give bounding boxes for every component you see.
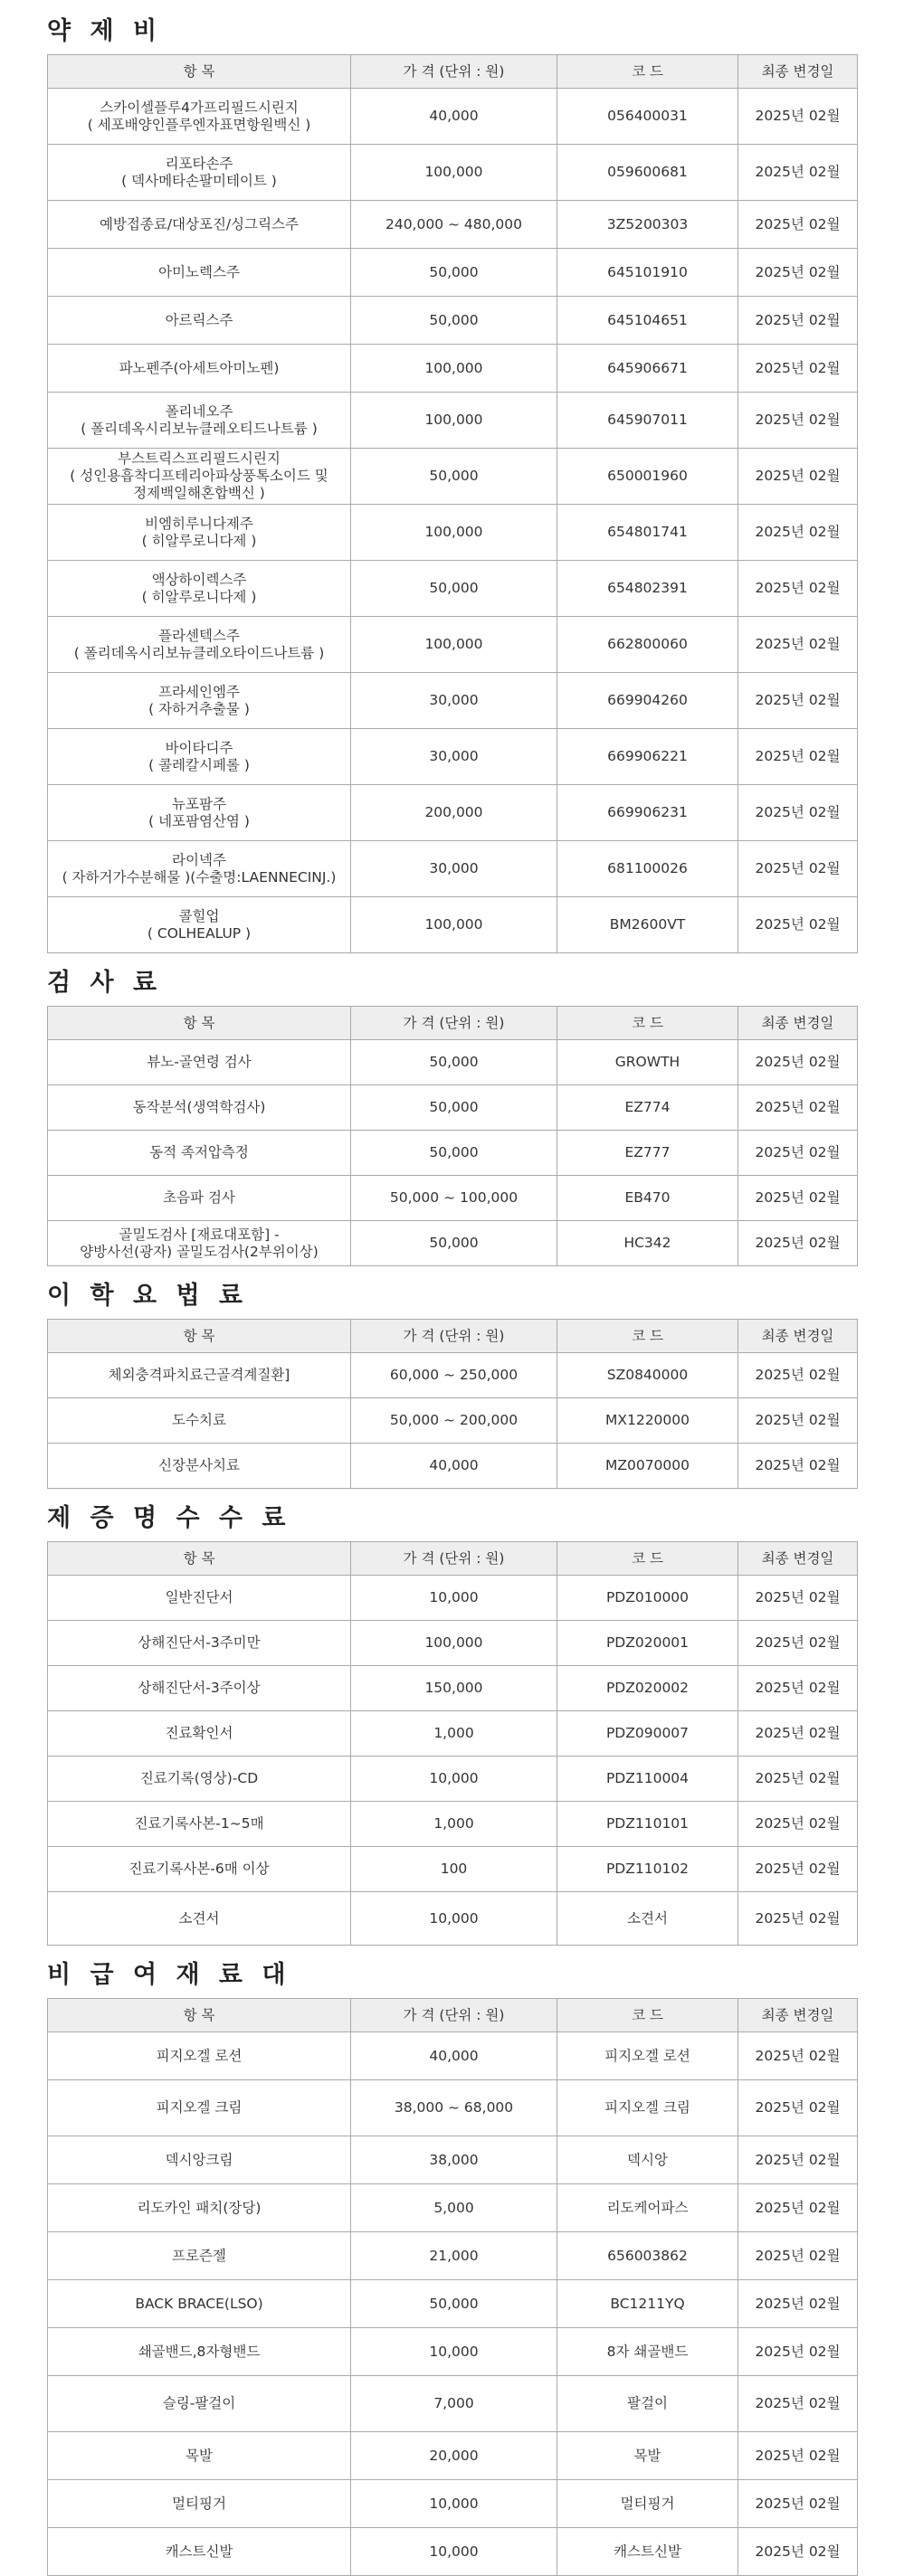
code-cell: 650001960 — [557, 449, 738, 505]
section-title: 이 학 요 법 료 — [47, 1282, 249, 1310]
code-cell: 팔걸이 — [557, 2376, 738, 2432]
table-row — [48, 2328, 858, 2376]
table-row — [48, 2184, 858, 2232]
table-row — [48, 897, 858, 953]
code-cell: 리도케어파스 — [557, 2184, 738, 2232]
price-cell: 40,000 — [351, 1444, 557, 1489]
price-cell: 150,000 — [351, 1666, 557, 1711]
table-row — [48, 673, 858, 729]
item-name-cell: 리도카인 패치(장당) — [48, 2184, 351, 2232]
price-cell: 30,000 — [351, 673, 557, 729]
table-row — [48, 1131, 858, 1176]
last-updated-cell: 2025년 02월 — [738, 673, 858, 729]
table-row — [48, 2080, 858, 2136]
code-cell: 681100026 — [557, 841, 738, 897]
item-name-cell: 신장분사치료 — [48, 1444, 351, 1489]
code-cell: PDZ090007 — [557, 1711, 738, 1757]
item-name-cell: 체외충격파치료근골격계질환] — [48, 1353, 351, 1398]
table-row — [48, 201, 858, 249]
last-updated-cell: 2025년 02월 — [738, 1040, 858, 1085]
last-updated-cell: 2025년 02월 — [738, 561, 858, 617]
header-updated: 최종 변경일 — [738, 1542, 858, 1576]
price-cell: 50,000 — [351, 297, 557, 345]
item-name-cell: 폴리네오주 ( 폴리데옥시리보뉴클레오티드나트륨 ) — [48, 393, 351, 449]
item-name-cell: 상해진단서-3주이상 — [48, 1666, 351, 1711]
item-name-cell: 슬링-팔걸이 — [48, 2376, 351, 2432]
price-cell: 50,000 — [351, 1131, 557, 1176]
header-updated: 최종 변경일 — [738, 1007, 858, 1040]
last-updated-cell: 2025년 02월 — [738, 201, 858, 249]
last-updated-cell: 2025년 02월 — [738, 393, 858, 449]
header-code: 코 드 — [557, 1542, 738, 1576]
code-cell: SZ0840000 — [557, 1353, 738, 1398]
last-updated-cell: 2025년 02월 — [738, 1757, 858, 1802]
table-row — [48, 1757, 858, 1802]
item-name-cell: 골밀도검사 [재료대포함] - 양방사선(광자) 골밀도검사(2부위이상) — [48, 1221, 351, 1266]
item-name-cell: 멀티핑거 — [48, 2480, 351, 2528]
table-row — [48, 1576, 858, 1621]
table-row — [48, 145, 858, 201]
last-updated-cell: 2025년 02월 — [738, 617, 858, 673]
code-cell: 피지오겔 로션 — [557, 2032, 738, 2080]
table-row — [48, 297, 858, 345]
last-updated-cell: 2025년 02월 — [738, 2232, 858, 2280]
code-cell: PDZ110004 — [557, 1757, 738, 1802]
item-name-cell: 덱시앙크림 — [48, 2136, 351, 2184]
code-cell: 662800060 — [557, 617, 738, 673]
code-cell: MZ0070000 — [557, 1444, 738, 1489]
table-row — [48, 1892, 858, 1946]
header-price: 가 격 (단위 : 원) — [351, 1542, 557, 1576]
last-updated-cell: 2025년 02월 — [738, 1131, 858, 1176]
last-updated-cell: 2025년 02월 — [738, 449, 858, 505]
code-cell: HC342 — [557, 1221, 738, 1266]
table-row — [48, 785, 858, 841]
price-cell: 30,000 — [351, 729, 557, 785]
last-updated-cell: 2025년 02월 — [738, 1711, 858, 1757]
table-header-row — [48, 1320, 858, 1353]
non-covered-material-fee-table — [47, 1998, 858, 2576]
code-cell: 8자 쇄골밴드 — [557, 2328, 738, 2376]
last-updated-cell: 2025년 02월 — [738, 145, 858, 201]
price-cell: 60,000 ~ 250,000 — [351, 1353, 557, 1398]
code-cell: 669906221 — [557, 729, 738, 785]
table-row — [48, 249, 858, 297]
item-name-cell: 리포타손주 ( 덱사메타손팔미테이트 ) — [48, 145, 351, 201]
header-price: 가 격 (단위 : 원) — [351, 1007, 557, 1040]
price-cell: 50,000 — [351, 2280, 557, 2328]
code-cell: 645907011 — [557, 393, 738, 449]
item-name-cell: 진료기록(영상)-CD — [48, 1757, 351, 1802]
price-cell: 50,000 — [351, 1040, 557, 1085]
table-row — [48, 1176, 858, 1221]
code-cell: 645104651 — [557, 297, 738, 345]
table-row — [48, 89, 858, 145]
last-updated-cell: 2025년 02월 — [738, 249, 858, 297]
code-cell: MX1220000 — [557, 1398, 738, 1444]
non-covered-material-fee-section — [47, 1962, 857, 2576]
code-cell: BM2600VT — [557, 897, 738, 953]
last-updated-cell: 2025년 02월 — [738, 1576, 858, 1621]
header-price: 가 격 (단위 : 원) — [351, 55, 557, 89]
code-cell: 669906231 — [557, 785, 738, 841]
price-cell: 1,000 — [351, 1711, 557, 1757]
last-updated-cell: 2025년 02월 — [738, 2136, 858, 2184]
price-cell: 100,000 — [351, 393, 557, 449]
code-cell: 056400031 — [557, 89, 738, 145]
price-cell: 20,000 — [351, 2432, 557, 2480]
price-cell: 10,000 — [351, 2480, 557, 2528]
header-item: 항 목 — [48, 55, 351, 89]
table-row — [48, 1621, 858, 1666]
price-cell: 100,000 — [351, 617, 557, 673]
item-name-cell: 동작분석(생역학검사) — [48, 1085, 351, 1131]
code-cell: GROWTH — [557, 1040, 738, 1085]
price-cell: 40,000 — [351, 89, 557, 145]
code-cell: 피지오겔 크림 — [557, 2080, 738, 2136]
last-updated-cell: 2025년 02월 — [738, 2328, 858, 2376]
table-row — [48, 1040, 858, 1085]
price-cell: 50,000 — [351, 561, 557, 617]
certificate-fee-section — [47, 1505, 857, 1946]
item-name-cell: 피지오겔 로션 — [48, 2032, 351, 2080]
price-cell: 200,000 — [351, 785, 557, 841]
code-cell: BC1211YQ — [557, 2280, 738, 2328]
code-cell: 059600681 — [557, 145, 738, 201]
price-cell: 1,000 — [351, 1802, 557, 1847]
last-updated-cell: 2025년 02월 — [738, 729, 858, 785]
last-updated-cell: 2025년 02월 — [738, 1666, 858, 1711]
header-item: 항 목 — [48, 1999, 351, 2032]
code-cell: 3Z5200303 — [557, 201, 738, 249]
physical-therapy-fee-section — [47, 1283, 857, 1489]
section-title: 제 증 명 수 수 료 — [47, 1504, 291, 1532]
table-row — [48, 1221, 858, 1266]
table-row — [48, 1666, 858, 1711]
last-updated-cell: 2025년 02월 — [738, 89, 858, 145]
code-cell: 멀티핑거 — [557, 2480, 738, 2528]
price-cell: 100,000 — [351, 897, 557, 953]
code-cell: 소견서 — [557, 1892, 738, 1946]
last-updated-cell: 2025년 02월 — [738, 785, 858, 841]
last-updated-cell: 2025년 02월 — [738, 1353, 858, 1398]
last-updated-cell: 2025년 02월 — [738, 841, 858, 897]
price-cell: 50,000 ~ 100,000 — [351, 1176, 557, 1221]
price-cell: 30,000 — [351, 841, 557, 897]
table-row — [48, 729, 858, 785]
item-name-cell: 프라세인엠주 ( 자하거추출물 ) — [48, 673, 351, 729]
item-name-cell: 도수치료 — [48, 1398, 351, 1444]
header-item: 항 목 — [48, 1320, 351, 1353]
code-cell: 654801741 — [557, 505, 738, 561]
last-updated-cell: 2025년 02월 — [738, 297, 858, 345]
item-name-cell: 프로즌젤 — [48, 2232, 351, 2280]
code-cell: 645906671 — [557, 345, 738, 393]
last-updated-cell: 2025년 02월 — [738, 1621, 858, 1666]
table-row — [48, 449, 858, 505]
last-updated-cell: 2025년 02월 — [738, 1444, 858, 1489]
last-updated-cell: 2025년 02월 — [738, 1847, 858, 1892]
header-price: 가 격 (단위 : 원) — [351, 1320, 557, 1353]
table-header-row — [48, 1999, 858, 2032]
code-cell: PDZ110102 — [557, 1847, 738, 1892]
code-cell: EB470 — [557, 1176, 738, 1221]
table-row — [48, 561, 858, 617]
table-row — [48, 1802, 858, 1847]
table-header-row — [48, 1542, 858, 1576]
last-updated-cell: 2025년 02월 — [738, 2432, 858, 2480]
price-cell: 10,000 — [351, 2328, 557, 2376]
item-name-cell: 플라센텍스주 ( 폴리데옥시리보뉴클레오타이드나트륨 ) — [48, 617, 351, 673]
code-cell: 656003862 — [557, 2232, 738, 2280]
table-row — [48, 505, 858, 561]
table-row — [48, 2432, 858, 2480]
item-name-cell: 목발 — [48, 2432, 351, 2480]
price-cell: 50,000 ~ 200,000 — [351, 1398, 557, 1444]
last-updated-cell: 2025년 02월 — [738, 1176, 858, 1221]
price-cell: 10,000 — [351, 1892, 557, 1946]
table-row — [48, 2136, 858, 2184]
table-header-row — [48, 1007, 858, 1040]
item-name-cell: 뷰노-골연령 검사 — [48, 1040, 351, 1085]
item-name-cell: 진료확인서 — [48, 1711, 351, 1757]
table-row — [48, 393, 858, 449]
last-updated-cell: 2025년 02월 — [738, 1802, 858, 1847]
last-updated-cell: 2025년 02월 — [738, 1221, 858, 1266]
code-cell: 캐스트신발 — [557, 2528, 738, 2576]
fee-schedule-page — [0, 18, 904, 2576]
item-name-cell: 스카이셀플루4가프리필드시린지 ( 세포배양인플루엔자표면항원백신 ) — [48, 89, 351, 145]
header-updated: 최종 변경일 — [738, 1320, 858, 1353]
price-cell: 38,000 ~ 68,000 — [351, 2080, 557, 2136]
code-cell: PDZ110101 — [557, 1802, 738, 1847]
item-name-cell: 소견서 — [48, 1892, 351, 1946]
code-cell: 669904260 — [557, 673, 738, 729]
drug-fee-section — [47, 18, 857, 953]
last-updated-cell: 2025년 02월 — [738, 2080, 858, 2136]
item-name-cell: 상해진단서-3주미만 — [48, 1621, 351, 1666]
table-row — [48, 2032, 858, 2080]
price-cell: 40,000 — [351, 2032, 557, 2080]
price-cell: 50,000 — [351, 1085, 557, 1131]
table-header-row — [48, 55, 858, 89]
item-name-cell: 라이넥주 ( 자하거가수분해물 )(수출명:LAENNECINJ.) — [48, 841, 351, 897]
price-cell: 10,000 — [351, 1757, 557, 1802]
price-cell: 100,000 — [351, 145, 557, 201]
code-cell: 목발 — [557, 2432, 738, 2480]
code-cell: PDZ010000 — [557, 1576, 738, 1621]
item-name-cell: 비엠히루니다제주 ( 히알루로니다제 ) — [48, 505, 351, 561]
code-cell: EZ774 — [557, 1085, 738, 1131]
price-cell: 100,000 — [351, 505, 557, 561]
price-cell: 5,000 — [351, 2184, 557, 2232]
table-row — [48, 1085, 858, 1131]
price-cell: 21,000 — [351, 2232, 557, 2280]
price-cell: 50,000 — [351, 249, 557, 297]
price-cell: 7,000 — [351, 2376, 557, 2432]
last-updated-cell: 2025년 02월 — [738, 345, 858, 393]
price-cell: 50,000 — [351, 449, 557, 505]
last-updated-cell: 2025년 02월 — [738, 2376, 858, 2432]
last-updated-cell: 2025년 02월 — [738, 2184, 858, 2232]
physical-therapy-fee-table — [47, 1319, 858, 1489]
table-row — [48, 2480, 858, 2528]
item-name-cell: 파노펜주(아세트아미노펜) — [48, 345, 351, 393]
code-cell: 645101910 — [557, 249, 738, 297]
item-name-cell: 캐스트신발 — [48, 2528, 351, 2576]
price-cell: 38,000 — [351, 2136, 557, 2184]
last-updated-cell: 2025년 02월 — [738, 2032, 858, 2080]
item-name-cell: 아미노렉스주 — [48, 249, 351, 297]
item-name-cell: 뉴포팜주 ( 네포팜염산염 ) — [48, 785, 351, 841]
table-row — [48, 841, 858, 897]
item-name-cell: 초음파 검사 — [48, 1176, 351, 1221]
item-name-cell: 일반진단서 — [48, 1576, 351, 1621]
price-cell: 10,000 — [351, 1576, 557, 1621]
item-name-cell: 바이타디주 ( 콜레칼시페롤 ) — [48, 729, 351, 785]
header-price: 가 격 (단위 : 원) — [351, 1999, 557, 2032]
code-cell: EZ777 — [557, 1131, 738, 1176]
item-name-cell: 액상하이렉스주 ( 히알루로니다제 ) — [48, 561, 351, 617]
table-row — [48, 1711, 858, 1757]
last-updated-cell: 2025년 02월 — [738, 2480, 858, 2528]
item-name-cell: BACK BRACE(LSO) — [48, 2280, 351, 2328]
header-item: 항 목 — [48, 1007, 351, 1040]
header-updated: 최종 변경일 — [738, 1999, 858, 2032]
header-code: 코 드 — [557, 1320, 738, 1353]
price-cell: 240,000 ~ 480,000 — [351, 201, 557, 249]
table-row — [48, 1847, 858, 1892]
code-cell: 654802391 — [557, 561, 738, 617]
last-updated-cell: 2025년 02월 — [738, 1398, 858, 1444]
table-row — [48, 2528, 858, 2576]
table-row — [48, 1398, 858, 1444]
section-title: 비 급 여 재 료 대 — [47, 1961, 291, 1989]
price-cell: 100,000 — [351, 345, 557, 393]
drug-fee-table — [47, 54, 858, 953]
last-updated-cell: 2025년 02월 — [738, 897, 858, 953]
table-row — [48, 2280, 858, 2328]
last-updated-cell: 2025년 02월 — [738, 505, 858, 561]
section-title: 검 사 료 — [47, 969, 163, 997]
exam-fee-section — [47, 970, 857, 1266]
price-cell: 10,000 — [351, 2528, 557, 2576]
last-updated-cell: 2025년 02월 — [738, 2280, 858, 2328]
header-updated: 최종 변경일 — [738, 55, 858, 89]
item-name-cell: 동적 족저압측정 — [48, 1131, 351, 1176]
table-row — [48, 345, 858, 393]
header-item: 항 목 — [48, 1542, 351, 1576]
table-row — [48, 1353, 858, 1398]
item-name-cell: 피지오겔 크림 — [48, 2080, 351, 2136]
last-updated-cell: 2025년 02월 — [738, 2528, 858, 2576]
item-name-cell: 진료기록사본-6매 이상 — [48, 1847, 351, 1892]
code-cell: PDZ020002 — [557, 1666, 738, 1711]
header-code: 코 드 — [557, 55, 738, 89]
table-row — [48, 617, 858, 673]
price-cell: 100,000 — [351, 1621, 557, 1666]
table-row — [48, 2376, 858, 2432]
item-name-cell: 쇄골밴드,8자형밴드 — [48, 2328, 351, 2376]
table-row — [48, 2232, 858, 2280]
certificate-fee-table — [47, 1541, 858, 1946]
table-row — [48, 1444, 858, 1489]
item-name-cell: 콜힐업 ( COLHEALUP ) — [48, 897, 351, 953]
price-cell: 50,000 — [351, 1221, 557, 1266]
last-updated-cell: 2025년 02월 — [738, 1892, 858, 1946]
item-name-cell: 진료기록사본-1~5매 — [48, 1802, 351, 1847]
header-code: 코 드 — [557, 1007, 738, 1040]
exam-fee-table — [47, 1006, 858, 1266]
item-name-cell: 아르릭스주 — [48, 297, 351, 345]
last-updated-cell: 2025년 02월 — [738, 1085, 858, 1131]
header-code: 코 드 — [557, 1999, 738, 2032]
section-title: 약 제 비 — [47, 17, 163, 45]
code-cell: 덱시앙 — [557, 2136, 738, 2184]
price-cell: 100 — [351, 1847, 557, 1892]
code-cell: PDZ020001 — [557, 1621, 738, 1666]
item-name-cell: 예방접종료/대상포진/싱그릭스주 — [48, 201, 351, 249]
item-name-cell: 부스트릭스프리필드시린지 ( 성인용흡착디프테리아파상풍톡소이드 및 정제백일해혼합백신 ) — [48, 449, 351, 505]
